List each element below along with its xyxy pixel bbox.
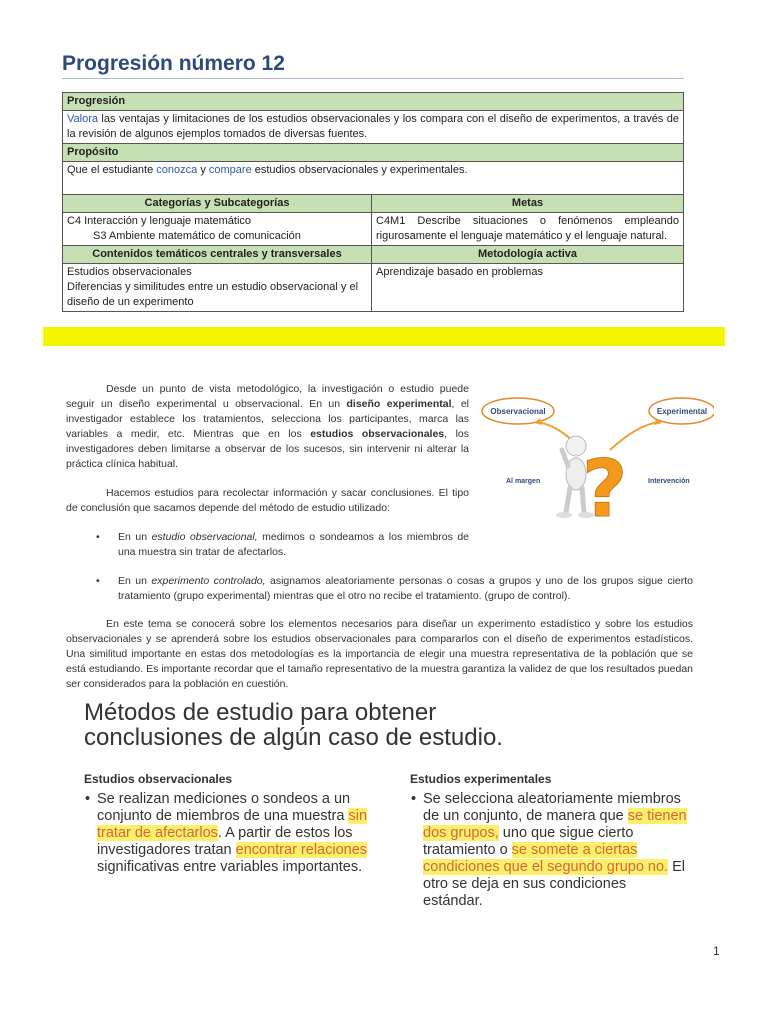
intro-paragraph-3 — [66, 617, 693, 692]
bullet-dot: • — [411, 791, 417, 807]
obs-text-b: . A partir de estos los investigadores tratan — [97, 825, 353, 858]
proposito-keyword-2: compare — [208, 164, 252, 176]
categoria-text: C4 Interacción y lenguaje matemático — [67, 215, 252, 227]
categorias-cell — [63, 213, 372, 246]
obs-highlight-1: sin tratar de afectarlos — [97, 808, 368, 841]
label-experimental: Experimental — [656, 407, 708, 416]
obs-text-c: significativas entre variables importantes. — [97, 859, 363, 875]
label-intervencion: Intervención — [648, 478, 690, 485]
exp-highlight-2: se somete a ciertas condiciones que el segundo grupo no. — [423, 842, 669, 875]
obs-text-a: Se realizan mediciones o sondeos a un conjunto de miembros de una muestra — [97, 791, 351, 824]
progresion-keyword: Valora — [67, 113, 98, 125]
b1-text-a: En un — [118, 531, 152, 543]
p1-text-c: , los investigadores deben limitarse a observar de los sucesos, sin intervenir ni alterar la práctica clínica habitual. — [66, 428, 469, 470]
progression-table — [62, 92, 684, 312]
progresion-header: Progresión — [63, 93, 684, 111]
b2-text-a: En un — [118, 575, 152, 587]
slide-title-line-1: Métodos de estudio para obtener — [84, 699, 437, 726]
contenidos-cell — [63, 264, 372, 312]
p1-bold-b: estudios observacionales — [310, 428, 445, 440]
contenido-1: Estudios observacionales — [67, 266, 192, 278]
proposito-keyword-1: conozca — [156, 164, 198, 176]
obs-highlight-2: encontrar relaciones — [235, 842, 368, 858]
proposito-header: Propósito — [63, 144, 684, 162]
proposito-text-b: y — [197, 164, 209, 176]
b1-text-b: medimos o sondeamos a los miembros de una muestra sin tratar de afectarlos. — [118, 531, 470, 558]
bullet-experimento — [96, 574, 693, 604]
contenido-2: Diferencias y similitudes entre un estudio observacional y el diseño de un experimento — [67, 281, 359, 308]
progresion-text: las ventajas y limitaciones de los estudios observacionales y los compara con el diseño de experimentos, a través de la revisión de algunos ejemplos tomados de diversas fuentes. — [67, 113, 679, 140]
exp-highlight-1: se tienen dos grupos, — [423, 808, 687, 841]
obs-column-body — [85, 791, 375, 876]
label-observacional: Observacional — [490, 407, 546, 416]
exp-text-a: Se selecciona aleatoriamente miembros de un conjunto, de manera que — [423, 791, 681, 824]
b2-text-b: asignamos aleatoriamente personas o cosas a grupos y uno de los grupos sigue cierto tratamiento (grupo experimental) mientras que el otro no recibe el tratamiento. (grupo de control). — [118, 575, 693, 602]
exp-text-c: El otro se deja en sus condiciones estándar. — [423, 859, 685, 909]
categorias-header: Categorías y Subcategorías — [63, 195, 372, 213]
bullet-dot: • — [85, 791, 91, 807]
exp-text-b: uno que sigue cierto tratamiento o — [423, 825, 634, 858]
obs-column-header: Estudios observacionales — [84, 772, 233, 786]
label-al-margen: Al margen — [506, 478, 541, 485]
proposito-cell — [63, 162, 684, 195]
bullet-dot: • — [96, 531, 100, 543]
exp-column-header: Estudios experimentales — [410, 772, 552, 786]
metodologia-header: Metodología activa — [372, 246, 684, 264]
intro-paragraph-2 — [66, 486, 469, 516]
subcategoria-text: S3 Ambiente matemático de comunicación — [93, 230, 301, 242]
page-number: 1 — [713, 944, 720, 958]
metodologia-cell: Aprendizaje basado en problemas — [372, 264, 684, 312]
contenidos-header: Contenidos temáticos centrales y transversales — [63, 246, 372, 264]
slide-title-line-2: conclusiones de algún caso de estudio. — [84, 724, 503, 751]
bullet-observacional — [96, 530, 470, 560]
question-figure-illustration — [478, 388, 714, 528]
title-divider — [62, 78, 684, 79]
proposito-text-a: Que el estudiante — [67, 164, 157, 176]
p2-text: Hacemos estudios para recolectar información y sacar conclusiones. El tipo de conclusión que sacamos depende del método de estudio utilizado: — [66, 487, 469, 514]
p1-bold-a: diseño experimental — [346, 398, 452, 410]
page-title: Progresión número 12 — [62, 52, 285, 75]
question-mark-icon: ? — [582, 445, 628, 528]
exp-column-body — [411, 791, 687, 910]
metas-header: Metas — [372, 195, 684, 213]
bullet-dot: • — [96, 575, 100, 587]
b2-italic: experimento controlado, — [151, 575, 266, 587]
proposito-text-c: estudios observacionales y experimentales. — [251, 164, 468, 176]
intro-paragraph-1 — [66, 382, 469, 472]
p1-text-a: Desde un punto de vista metodológico, la investigación o estudio puede seguir un diseño experimental u observacional. En un — [66, 383, 469, 410]
slide-title — [84, 700, 503, 750]
p3-text: En este tema se conocerá sobre los elementos necesarios para diseñar un experimento estadístico y sobre los estudios observacionales y se aprenderá sobre los estudios observacionales para compararlos con el diseño de experimentos estadísticos. Una similitud importante en estas dos metodologías es la importancia de elegir una muestra representativa de la población que se está estudiando. Es importante recordar que el tamaño representativo de la muestra garantiza la validez de que los resultados puedan ser considerados para la población en cuestión. — [66, 618, 693, 690]
p1-text-b: , el investigador establece los tratamientos, selecciona los participantes, marca las variables a medir, etc. Mientras que en los — [66, 398, 469, 440]
b1-italic: estudio observacional, — [151, 531, 258, 543]
yellow-highlight-bar — [43, 327, 725, 346]
progresion-cell — [63, 111, 684, 144]
metas-cell: C4M1 Describe situaciones o fenómenos empleando rigurosamente el lenguaje matemático y el lenguaje natural. — [372, 213, 684, 246]
